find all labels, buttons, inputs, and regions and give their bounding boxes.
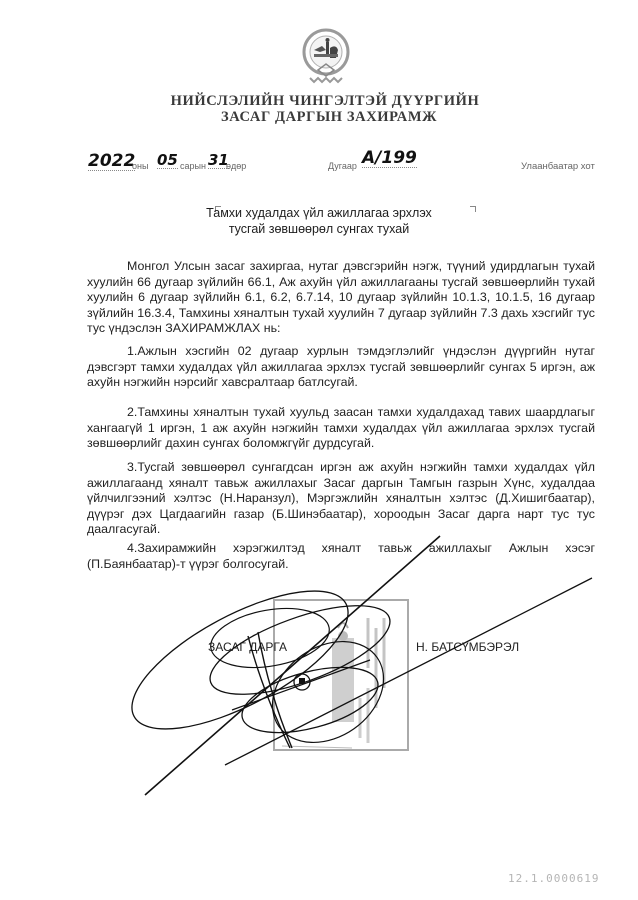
order-item-text: 4.Захирамжийн хэрэгжилтэд хяналт тавьж ажиллахыг Ажлын хэсэг (П.Баянбаатар)-т үүрэг болгосугай. xyxy=(87,541,595,571)
signatory-title: ЗАСАГ ДАРГА xyxy=(208,640,288,654)
number-label: Дугаар xyxy=(328,161,357,171)
year-suffix: оны xyxy=(132,161,149,171)
order-item-text: 2.Тамхины хяналтын тухай хуульд заасан тамхи худалдахад тавих шаардлагыг хангаагүй 1 иргэн, 1 аж ахуйн нэгжийн тамхи худалдах үйл ажиллагаа эрхлэх тусгай зөвшөөрлийг дахин сунгах боломжгүйг дурдсугай. xyxy=(87,405,595,451)
order-item-text: 3.Тусгай зөвшөөрөл сунгагдсан иргэн аж ахуйн нэгжийн тамхи худалдах үйл ажиллагаанд хяналт тавьж ажиллахыг Засаг даргын Тамгын газрын Хүнс, худалдаа үйлчилгээний хэлтэс (Н.Наранзул), Мэргэжлийн хяналтын хэлтэс (Д.Хишигбаатар), дүүрэг дэх Цагдаагийн газар (Б.Шинэбаатар), хороодын Засаг дарга нарт тус тус даалгасугай. xyxy=(87,460,595,537)
order-item xyxy=(87,541,595,572)
order-item xyxy=(87,405,595,452)
official-seal-stamp-icon xyxy=(272,598,410,754)
subject-line-1: Тамхи худалдах үйл ажиллагаа эрхлэх xyxy=(206,206,432,220)
month-suffix: сарын xyxy=(180,161,206,171)
organization-name: НИЙСЛЭЛИЙН ЧИНГЭЛТЭЙ ДҮҮРГИЙН xyxy=(170,93,480,109)
order-item-text: 1.Ажлын хэсгийн 02 дугаар хурлын тэмдэглэлийг үндэслэн дүүргийн нутаг дэвсгэрт тамхи худалдах үйл ажиллагаа эрхлэх тусгай зөвшөөрлийг сунгах 5 иргэн, аж ахуйн нэгжийн нэрсийг хавсралтаар батлсугай. xyxy=(87,344,595,390)
date-line xyxy=(0,148,638,178)
order-item xyxy=(87,344,595,391)
preamble-text: Монгол Улсын засаг захиргаа, нутаг дэвсгэрийн нэгж, түүний удирдлагын тухай хуулийн 66 дугаар зүйлийн 66.1, Аж ахуйн үйл ажиллагааны тусгай зөвшөөрлийн тухай хуулийн 6 дугаар зүйлийн 6.1, 6.2, 6.7.14, 10 дугаар зүйлийн 10.1.3, 10.1.5, 16 дугаар зүйлийн 16.3.4, Тамхины хяналтын тухай хуулийн 7 дугаар зүйлийн 7.3 дахь хэсгийг тус тус үндэслэн ЗАХИРАМЖЛАХ нь: xyxy=(87,259,595,336)
document-subject xyxy=(0,205,638,237)
date-month: 05 xyxy=(157,151,178,169)
day-suffix: өдөр xyxy=(226,161,247,171)
city: Улаанбаатар хот xyxy=(521,161,595,172)
state-emblem-icon xyxy=(296,26,356,88)
signatory-name: Н. БАТСҮМБЭРЭЛ xyxy=(416,640,520,654)
document-number: А/199 xyxy=(362,148,417,168)
subject-line-2: тусгай зөвшөөрөл сунгах тухай xyxy=(228,222,410,236)
date-year: 2022 xyxy=(88,151,136,171)
document-type: ЗАСАГ ДАРГЫН ЗАХИРАМЖ xyxy=(220,109,438,125)
document-serial-number: 12.1.0000619 xyxy=(508,872,600,885)
order-item xyxy=(87,460,595,538)
date-day: 31 xyxy=(208,151,229,169)
preamble-paragraph xyxy=(87,259,595,337)
